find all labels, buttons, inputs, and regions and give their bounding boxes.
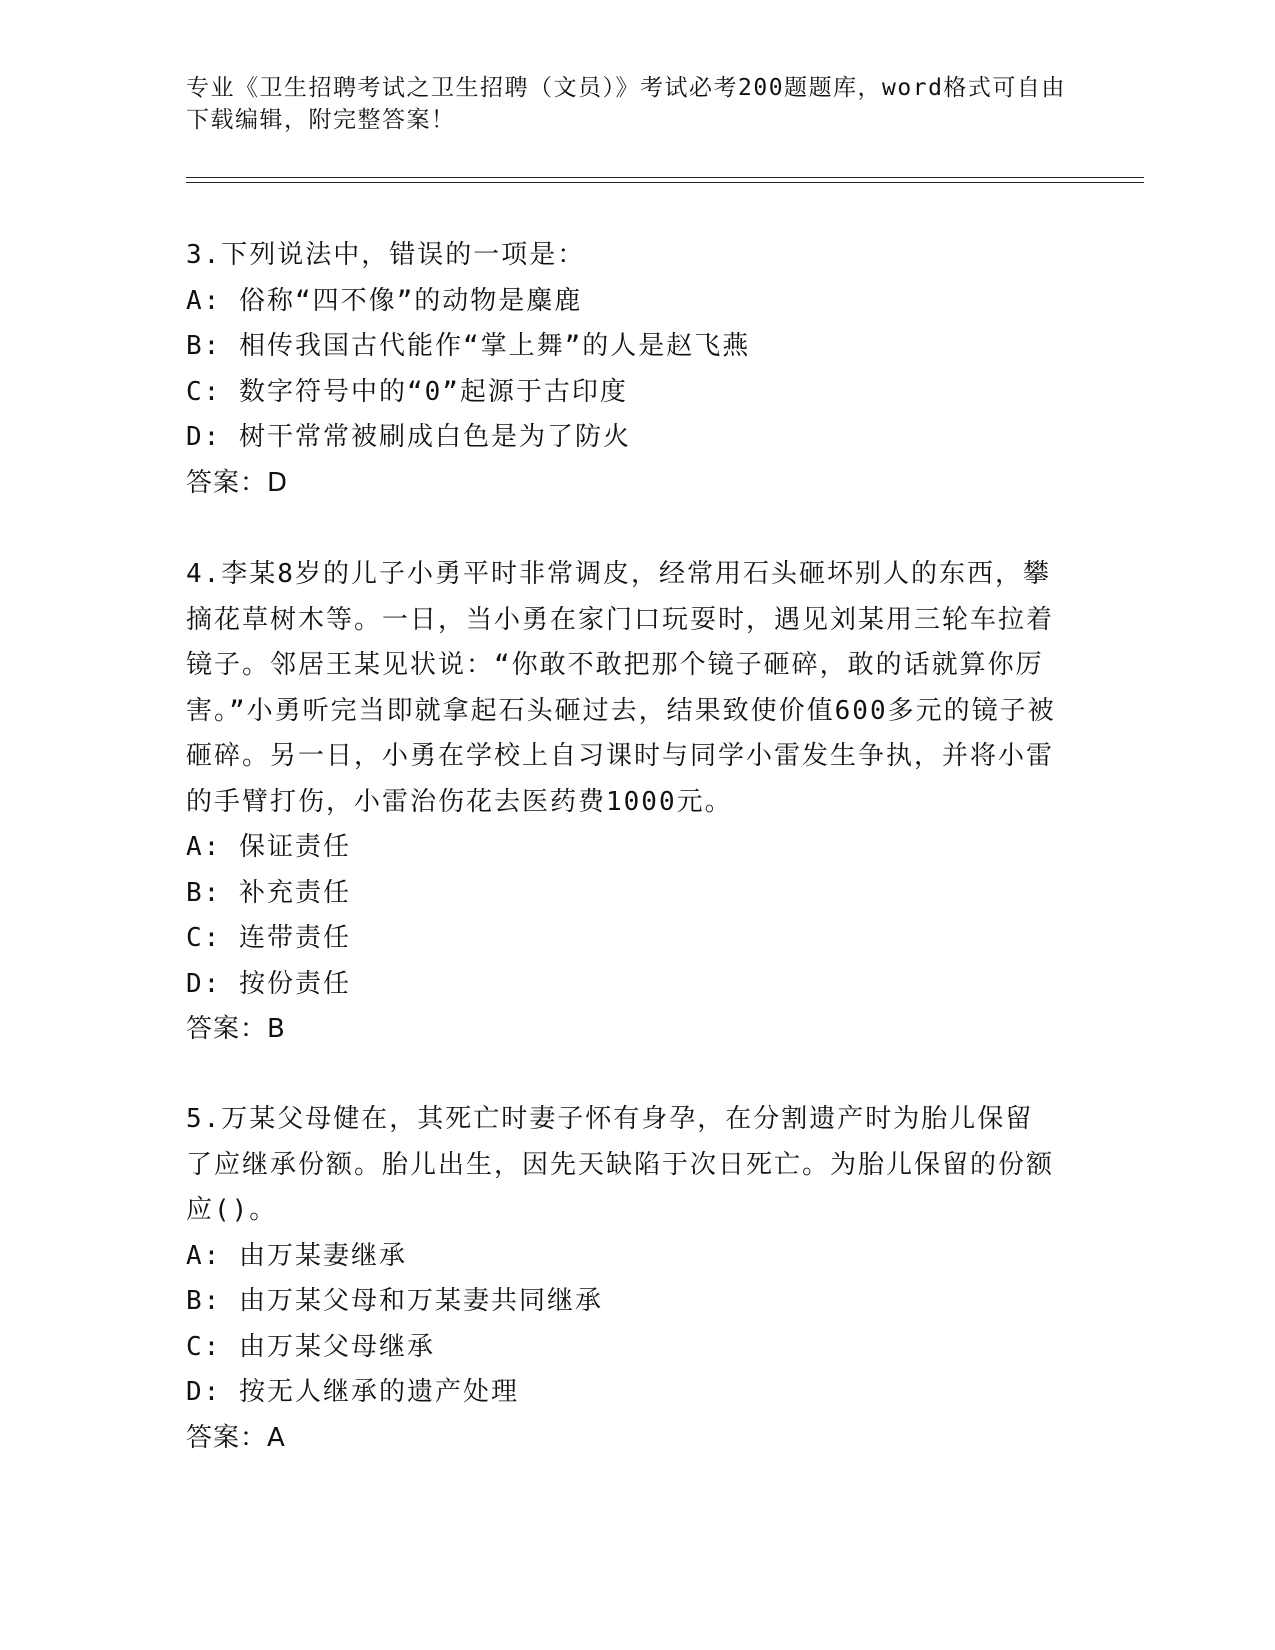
option-text: 保证责任: [238, 832, 351, 862]
question-3: [186, 233, 1056, 506]
option-key: C:: [186, 376, 222, 407]
option-c: [186, 1325, 1056, 1371]
option-key: C:: [186, 923, 222, 953]
option-c: [186, 370, 1056, 416]
option-text: 相传我国古代能作“掌上舞”的人是赵飞燕: [238, 331, 751, 361]
option-key: A:: [186, 1240, 222, 1271]
option-text: 由万某父母和万某妻共同继承: [238, 1286, 603, 1316]
option-b: [186, 324, 1056, 370]
option-text: 树干常常被刷成白色是为了防火: [238, 422, 631, 452]
option-key: B:: [186, 877, 222, 908]
option-a: [186, 279, 1056, 325]
option-text: 按份责任: [238, 968, 351, 999]
option-b: [186, 871, 1056, 917]
answer: 答案：A: [186, 1422, 286, 1453]
option-text: 由万某父母继承: [238, 1331, 435, 1362]
option-text: 俗称“四不像”的动物是麋鹿: [238, 285, 583, 316]
option-key: B:: [186, 331, 222, 361]
option-key: A:: [186, 285, 222, 316]
question-4: [186, 552, 1056, 1053]
option-a: [186, 825, 1056, 871]
option-c: [186, 916, 1056, 962]
answer: 答案：D: [186, 467, 289, 498]
option-text: 数字符号中的“0”起源于古印度: [238, 376, 628, 407]
option-d: [186, 1370, 1056, 1416]
option-text: 补充责任: [238, 877, 351, 908]
option-key: D:: [186, 1377, 222, 1407]
document-header: 专业《卫生招聘考试之卫生招聘（文员）》考试必考200题题库，word格式可自由下载编辑，附完整答案！: [186, 75, 1066, 133]
option-d: [186, 415, 1056, 461]
option-a: [186, 1234, 1056, 1280]
option-key: C:: [186, 1331, 222, 1362]
question-stem: 4.李某8岁的儿子小勇平时非常调皮，经常用石头砸坏别人的东西，攀摘花草树木等。一日，当小勇在家门口玩耍时，遇见刘某用三轮车拉着镜子。邻居王某见状说：“你敢不敢把那个镜子砸碎，敢的话就算你厉害。”小勇听完当即就拿起石头砸过去，结果致使价值600多元的镜子被砸碎。另一日，小勇在学校上自习课时与同学小雷发生争执，并将小雷的手臂打伤，小雷治伤花去医药费1000元。: [186, 559, 1056, 817]
option-text: 按无人继承的遗产处理: [238, 1377, 519, 1407]
header-divider-bottom: [186, 182, 1144, 183]
question-stem: 3.下列说法中，错误的一项是：: [186, 240, 586, 270]
question-stem: 5.万某父母健在，其死亡时妻子怀有身孕，在分割遗产时为胎儿保留了应继承份额。胎儿出生，因先天缺陷于次日死亡。为胎儿保留的份额应()。: [186, 1104, 1055, 1225]
header-divider-top: [186, 177, 1144, 178]
answer: 答案：B: [186, 1014, 286, 1044]
option-key: A:: [186, 832, 222, 862]
option-key: D:: [186, 968, 222, 999]
option-text: 连带责任: [238, 923, 351, 953]
question-5: [186, 1097, 1056, 1461]
option-key: D:: [186, 422, 222, 452]
option-b: [186, 1279, 1056, 1325]
option-d: [186, 962, 1056, 1008]
option-key: B:: [186, 1286, 222, 1316]
option-text: 由万某妻继承: [238, 1240, 407, 1271]
